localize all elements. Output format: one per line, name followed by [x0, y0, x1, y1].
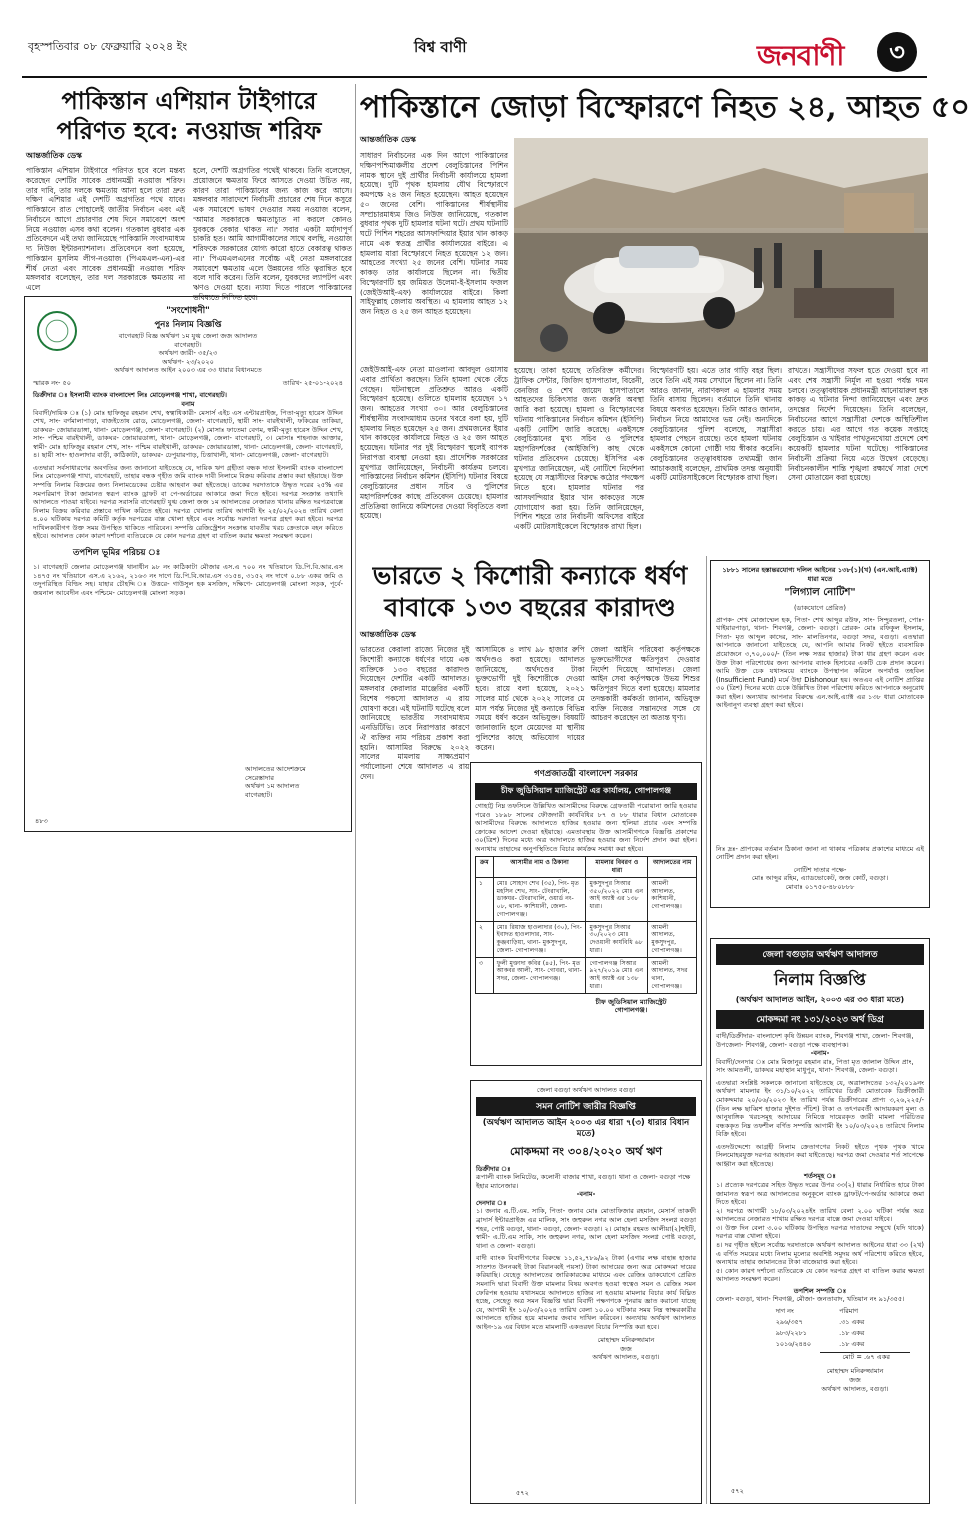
notice-signature: চীফ জুডিসিয়াল ম্যাজিস্ট্রেট গোপালগঞ্জ। — [595, 997, 667, 1015]
masthead-rule — [22, 76, 927, 78]
conditions-list — [716, 1181, 924, 1284]
story-body: সাধারণ নির্বাচনের এক দিন আগে পাকিস্তানের দক্ষিণপশ্চিমাঞ্চলীয় প্রদেশ বেলুচিস্তানের পিশিন নামক স্থানে দুই প্রার্থীর নির্বাচনী কার্যালয়ে হামলা হয়েছে। দুটি পৃথক হামলায় যৌথ বিস্ফোরণে কমপক্ষে ২৪ জন নিহত হয়েছেন। আহত হয়েছেন ৫০ জনের বেশি। পাকিস্তানের শীর্ষস্থানীয় সম্প্রচারমাধ্যম জিও নিউজ জানিয়েছে, গতকাল বুধবার পৃথক দুটি হামলার ঘটনা ঘটে। প্রথম ঘটনাটি ঘটে পিশিন শহরের আসফান্দিয়ার ইয়ার খান কাকড় নামে এক স্বতন্ত্র প্রার্থীর কার্যালয়ের বাইরে। এ হামলায় যারা বিস্ফোরণে নিহত হয়েছেন ১২ জন। আহতের সংখ্যা ২৫ জনের বেশি। ঘটনার সময় কাকড় তার কার্যালয়ে ছিলেন না। দ্বিতীয় বিস্ফোরণটি হয় জমিয়ত উলেমা-ই-ইসলাম ফজল (জেইউআই-এফ) কার্যালয়ের বাইরে। কিলা সাইফুল্লাহ জেলায় অবস্থিত। এ হামলায় আহত ১২ জন নিহত ও ২৫ জন আহত হয়েছেন। — [360, 151, 508, 317]
table-row — [762, 1328, 879, 1339]
notice-signature: মোহাম্মদ মনিরুজ্জামান জজ অর্থঋণ আদালত, বগুড়া। — [821, 1367, 889, 1393]
case-number: মোকদ্দমা নং ৩০৪/২০২০ অর্থ ঋণ — [510, 1144, 662, 1158]
blast-photo — [514, 138, 928, 362]
list-item: ২। দরপত্র আগামী ১৮/০৩/২০২৪ইং তারিখ বেলা ২.০০ ঘটিকা পর্যন্ত অত্র আদালতের নেজারত শাখায় রক্ষিত দরপত্র বাক্সে জমা দেওয়া যাইবে। — [716, 1206, 924, 1224]
page-date: বৃহস্পতিবার ০৮ ফেব্রুয়ারি ২০২৪ ইং — [28, 40, 188, 53]
versus-label: বনাম — [181, 399, 195, 408]
story-body: ভারতের কেরালা রাজ্যে নিজের দুই কিশোরী কন্যাকে ধর্ষণের দায়ে এক ব্যক্তিকে ১৩৩ বছরের কারাদণ্ড দিয়েছেন দেশটির একটি আদালত। মঙ্গলবার কেরালার মাঞ্জেরির একটি বিশেষ পকসো আদালত এ রায় ঘোষণা করে। এই ঘটনাটি ঘটেছে বলে জানিয়েছে ভারতীয় সংবাদমাধ্যম এনডিটিভি। তবে নিরাপত্তার কারণে ঐ ব্যক্তির নাম পরিচয় প্রকাশ করা হয়নি। আসামির বিরুদ্ধে ২০২২ সালের মামলায় সাক্ষ্যপ্রমাণ পর্যালোচনা শেষে আদালত এ রায় দেন। — [360, 645, 470, 781]
table-row — [476, 877, 697, 921]
table-header: আদালতের নাম — [648, 857, 697, 878]
notice-body: গোহাট্ট নিম্ন তফসিলে উল্লিখিত আসামীদের বিরুদ্ধে গ্রেফতারী পরোয়ানা জারি হওয়ার পরেও ১৮৯৮ সালের ফৌজদারী কার্যবিধির ৮৭ ও ৮৮ ধারার বিধান মোতাবেক আসামীদের বিরুদ্ধে আদালতে হাজির হওয়ার জন্য হুলিয়া প্রচার এবং সম্পত্তি ক্রোকের আদেশ দেওয়া হইয়াছে। এমতাবস্থায় উক্ত আসামীগণকে বিজ্ঞপ্তি প্রকাশের ৩০(ত্রিশ) দিনের মধ্যে অত্র আদালতে হাজির হওয়ার জন্য নির্দেশ প্রদান করা হইল। অন্যথায় তাহাদের অনুপস্থিতিতে বিচার কার্যক্রম সমাধা করা হইবে। — [475, 802, 697, 853]
case-number: অর্থঋণ- ২৩/২০২০ — [162, 357, 214, 366]
office-bar: চীফ জুডিসিয়াল ম্যাজিস্ট্রেট এর কার্যালয়, গোপালগঞ্জ — [475, 783, 697, 800]
notice-signature: আদালতের আদেশক্রমে সেরেস্তাদার অর্থঋণ ১ম আদালত বাগেরহাট। — [245, 765, 306, 799]
blast-photo-scene — [514, 138, 928, 362]
headline-tiger-2: পরিণত হবে: নওয়াজ শরিফ — [56, 116, 322, 145]
govt-title: গণপ্রজাতন্ত্রী বাংলাদেশ সরকার — [534, 769, 638, 779]
notice-code: ৫৭২ — [516, 1489, 529, 1497]
notice-code: ৪৮৩ — [35, 817, 48, 825]
law-reference: (অর্থঋণ আদালত আইন ২০০৩ এর ধারা ৭(৩) ধারার বিধান মতে) — [482, 1117, 690, 1139]
brand-name: জনবাণী — [757, 39, 844, 72]
table-cell: ১০১৬/২৪৪০ — [775, 1339, 812, 1348]
table-cell: .১৮ একর — [839, 1328, 865, 1337]
table-row — [476, 921, 697, 957]
notice-signature: মোহাম্মদ মনিরুজ্জামান জজ অর্থঋণ আদালত, বগুড়া। — [592, 1336, 660, 1362]
table-cell: ২৯৬/৩৫৭ — [775, 1317, 803, 1326]
table-header-row — [762, 1306, 879, 1317]
table-cell: ৯৮৩/২২৮১ — [775, 1328, 807, 1337]
schedule-body: ১। বাগেরহাট জেলার মোড়েলগঞ্জ থানাধীন ৯৮ নং কাঠিকাটা মৌজার এস.এ ৭০০ নং খতিয়ানে ডি.পি.বি.আর.এস ১৪৭৫ নং খতিয়ানে এস.এ ২১৬২, ২১৬৩ নং দাগে ডি.পি.বি.আর.এস ৩১৫৪, ৩১৫২ নং দাগে ০.৮৮ একর জমি ও তদুপরিস্থিত বিল্ডিং সহ। যাহার চৌহদ্দি ঃ উত্তরে- গাউসুল হক মসজিদ, দক্ষিণে- মোড়েলগঞ্জ মোংলা সড়ক, পূর্বে- জয়নাল আবেদীন এবং পশ্চিমে- মোড়েলগঞ্জ মোংলা সড়ক। — [33, 562, 343, 597]
story-body: হয়েছে। তাকা হয়েছে ততিরিক্ত কর্মীদের। ট্রাফিক সেন্টার, জিজিদ হাসপাতাল, বিরেনী, বেনজির ও শেখ জায়েদ হাসপাতালে আহতদের চিকিৎসার জন্য জরুরি অবস্থা জারি করা হয়েছে। হামলা ও বিস্ফোরণের ঘটনায় পাকিস্তানের নির্বাচন কমিশন (ইসিপি) একটি নোটিশ জারি করেছে। একইসঙ্গে বেলুচিস্তানের মুখ্য সচিব ও পুলিশের মহাপরিদর্শকের (আইজিপি) কাছ থেকে ঘটনার প্রতিবেদন চেয়েছে। ইসিপির এক মুখপাত্র জানিয়েছেন, এই নোটিশে নির্দেশনা হয়েছে যে সন্ত্রাসীদের বিরুদ্ধে কঠোর পদক্ষেপ নিতে হবে। হামলার ঘটনার পর আসফান্দিয়ার ইয়ার খান কাকড়ের সঙ্গে যোগাযোগ করা হয়। তিনি জানিয়েছেন, পিশিন শহরে তার নির্বাচনী অফিসের বাইরে একটি মোটরসাইকেলে বিস্ফোরক রাখা ছিল। — [514, 366, 644, 532]
memo-date: তারিখ- ২৫-০১-২০২৪ — [282, 378, 343, 387]
legal-notice-footer: নিঃ দ্রঃ- প্রাপকের বর্তমান ঠিকানা জানা না থাকায় পত্রিকায় প্রকাশের মাধ্যমে এই নোটিশ প্রদান করা হইল। — [716, 844, 924, 862]
schedule-table — [762, 1306, 879, 1350]
table-cell: মোঃ সোহাগ শেখ (৩৫), পিং- মৃত মহসিন শেখ, সাং- টেংরাখালি, ডাকঘর- টেংরাখালি, ওয়ার্ড নং- ০৮, থানা- কাশিয়ানী, জেলা- গোপালগঞ্জ। — [493, 877, 586, 921]
notice-body: এতদউদ্দেশ্যে আগ্রহী নিলাম ক্রেতাগণের নিকট হইতে পৃথক পৃথক খামে সিলমোহরযুক্ত দরপত্র আহবান করা যাইতেছে। দরপত্র জমা দেওয়ার শর্ত সাপেক্ষে আহ্বান করা হইতেছে। — [716, 1142, 924, 1168]
notice-body: বাদী ব্যাংক বিবাদীগণের বিরুদ্ধে ১১,৫২,৭৮৯/৯২ টাকা (এগার লক্ষ বাহান্ন হাজার সাতশত উননব্বই টাকা বিরানব্বই পয়সা) টাকা আদায়ের জন্য অত্র মোকদ্দমা দায়ের করিয়াছি। যেহেতু আদালতের জারিকারকের মাধ্যমে এবং রেজিঃ ডাকযোগে প্রেরিত সমনাদি দ্বারা বিবাদী উক্ত মামলার বিষয় অবগত হওয়া স্বত্বেও সমন ও রেজিঃ সমন ফেরিপন্ন হওয়ায় যথাসময়ে আদালতে হাজির না হওয়ায় মামলার বিচার কার্য বিঘ্নিত হচ্ছে, সেহেতু অত্র সমন বিজ্ঞপ্তি দ্বারা বিবাদী পক্ষগণকে পুনরায় জ্ঞাত করানো যাচ্ছে যে, আগামী ইং ১০/০৩/২০২৪ তারিখ বেলা ১০.০০ ঘটিকার সময় নিম্ন স্বাক্ষরকারীর আদালতে হাজির হয়ে মামলার জবাব দাখিল করিবেন। অন্যথায় অর্থঋণ আদালত আইন-১৯ এর বিধান মতে মামলাটি একতরফা বিচার নিস্পত্তি করা হবে। — [476, 1254, 696, 1331]
decree-holder: ডিক্রীদার ঃ ইসলামী ব্যাংক বাংলাদেশ লিঃ মোড়েলগঞ্জ শাখা, বাগেরহাট। — [33, 391, 227, 400]
defendants: বিবাদী/দায়িক ঃ (১) মোঃ হাফিজুর রহমান শেখ, স্বত্বাধিকারী- মেসার্স এইচ এস এন্টারপ্রাইজ, পিতা-মৃত্যু হারেস উদ্দিন শেখ, সাং- বর্ণমালাপাড়া, বাজইতোষ রোড, মোড়েলগঞ্জ, জেলা- বাগেরহাট, স্থায়ী সাং- বারইখালী, ফকিরের তাকিয়া, ডাকঘর- জোয়ারডাঙ্গা, থানা- মোড়েলগঞ্জ, জেলা- বাগেরহাট। (২) মোসাঃ ফাতেমা বেগম, স্বামী-মৃত্যু হারেস উদ্দিন শেখ, সাং- পশ্চিম বারইখালী, ডাকঘর- জোয়ারডাঙ্গা, থানা- মোড়েলগঞ্জ, জেলা- বাগেরহাট, ৩। মোসাঃ শাহনাজ আক্তার, স্বামী- মোঃ হাফিজুর রহমান শেখ, সাং- পশ্চিম বারইখালী, ডাকঘর- জোয়ারডাঙ্গা, থানা- মোড়েলগঞ্জ, জেলা- বাগেরহাট, ৪। ছায়ী সাং- হাওলাদার বাড়ী, কাঠিকাটা, ডাকঘর- ঢেপুয়ারপাড়, চিত্তাখালী, থানা- মোড়েলগঞ্জ, জেলা- বাগেরহাট। — [33, 408, 343, 460]
list-item: ৩। উক্ত দিন বেলা ৩.০০ ঘটিকায় উপস্থিত দরপত্র দাতাদের সম্মুখে (যদি থাকে) দরপত্র বাক্স খোলা হইবে। — [716, 1223, 924, 1241]
notice-subtitle: পুনঃ নিলাম বিজ্ঞপ্তি — [154, 320, 222, 330]
notice-code: ৫৭২ — [731, 1487, 744, 1495]
schedule-total: মোট = .৬৭ একর — [820, 1352, 910, 1362]
table-header-row — [476, 857, 697, 878]
table-cell: আমলী আদালত, সদর থানা, গোপালগঞ্জ। — [648, 957, 697, 993]
page-number-badge: ৩ — [877, 32, 917, 72]
story-body: রাখতে। সন্ত্রাসীদের সফল হতে দেওয়া হবে না এবং শেষ সন্ত্রাসী নির্মূল না হওয়া পর্যন্ত দমন চলবে। তত্ত্বাবধায়ক প্রধানমন্ত্রী আনোয়ারুল হক কাকড় এ ঘটনার নিন্দা জানিয়েছেন এবং দ্রুত তদন্তের নির্দেশ দিয়েছেন। তিনি বলেছেন, নির্বাচনের আগে সন্ত্রাসীরা দেশকে অস্থিতিশীল করতে চায়। এর আগে গত কয়েক সপ্তাহে বেলুচিস্তান ও খাইবার পাখতুনখোয়া প্রদেশে বেশ কয়েকটি হামলার ঘটনা ঘটেছে। পাকিস্তানের নির্বাচনী প্রক্রিয়া নিয়ে এতে উদ্বেগ বেড়েছে। নির্বাচনকালীন শান্তি শৃঙ্খলা রক্ষার্থে সারা দেশে সেনা মোতায়েন করা হয়েছে। — [788, 366, 928, 483]
column-divider — [706, 556, 707, 1504]
summons-title-bar: সমন নোটিশ জারীর বিজ্ঞপ্তি — [476, 1097, 696, 1116]
notice-title: "সংশোধনী" — [166, 306, 210, 316]
plaintiff: বাদী/ডিক্রীদার- বাংলাদেশ কৃষি উন্নয়ন ব্যাংক, শিবগঞ্জ শাখা, জেলা- শিবগঞ্জ, উপজেলা- শিবগঞ্জ, জেলা- বগুড়া পক্ষে ব্যবস্থাপক। — [716, 1032, 914, 1049]
court-seal-icon — [37, 311, 77, 351]
table-cell: গোপালগঞ্জ সিআর ৯২৭/২০১৯ মোঃ এন আই অ্যাক্ট এর ১৩৮ ধারা। — [586, 957, 648, 993]
table-cell: মুকসুদপুর সিআর ৩০/২০২৩ মোঃ দেওয়ানী কার্যবিধি ৬৮ ধারা। — [586, 921, 648, 957]
table-cell: মুকসুদপুর সিআর ৩৫০/২০২২ মোঃ এন আই অ্যাক্ট এর ১৩৮ ধারা। — [586, 877, 648, 921]
headline-india-1: ভারতে ২ কিশোরী কন্যাকে ধর্ষণ — [372, 561, 688, 590]
plaintiff: রূপালী ব্যাংক লিমিটেড, কলোনী বাজার শাখা, বগুড়া। থানা ও জেলা- বগুড়া পক্ষে ইহার ম্যানেজার। — [476, 1173, 691, 1190]
table-cell: ২ — [476, 921, 494, 957]
table-header: ক্রম — [476, 857, 494, 878]
conditions-title: শর্তসমূহ ঃ — [804, 1172, 836, 1181]
table-header: আসামীর নাম ও ঠিকানা — [493, 857, 586, 878]
legal-notice-law: ১৮৮১ সালের হস্তান্তরযোগ্য দলিল আইনের ১৩৮(১)(খ) (এন.আই.এ্যাক্ট) ধারা মতে — [722, 566, 918, 583]
case-number: অর্থঋণ জারী- ৩৫/২৩ — [158, 349, 218, 358]
table-header: মামলার বিবরণ ও ধারা — [586, 857, 648, 878]
brand-logo — [757, 32, 925, 72]
table-row — [762, 1339, 879, 1350]
desk-label: আন্তর্জাতিক ডেস্ক — [360, 135, 416, 144]
versus-label: -বনাম- — [576, 1190, 596, 1199]
column-divider — [355, 84, 356, 1504]
table-cell: ৩ — [476, 957, 494, 993]
table-cell: আমলী আদালত, মুকসুদপুর, গোপালগঞ্জ। — [648, 921, 697, 957]
court-name: বাগেরহাট বিজ্ঞ অর্থঋণ ১ম যুগ্ম জেলা জজ আদালত — [118, 332, 258, 340]
schedule-line: জেলা- বগুড়া, থানা- শিবগঞ্জ, মৌজা- জনতাবাদ, খতিয়ান নং ৯১/৩৫৫। — [716, 1295, 905, 1304]
case-number: মোকদ্দমা নং ১৩১/২০২৩ অর্থ ডিগ্র — [716, 1010, 924, 1029]
table-header: পরিমাণ — [839, 1306, 859, 1315]
court-bar: জেলা বগুড়ার অর্থঋণ আদালত — [716, 944, 924, 965]
table-cell: ১ — [476, 877, 494, 921]
table-cell: .১৮ একর — [839, 1339, 865, 1348]
list-item: ৫। কোন কারণ দর্শানো ব্যতিরেকে যে কোন দরপত্র গ্রহণ বা বাতিল করার ক্ষমতা আদালত সংরক্ষণ করেন। — [716, 1266, 924, 1284]
desk-label: আন্তর্জাতিক ডেস্ক — [360, 630, 416, 639]
story-body: পাকিস্তান এশিয়ান টাইগারে পরিণত হবে বলে মন্তব্য করেছেন দেশটির সাবেক প্রধানমন্ত্রী নওয়াজ শরিফ। তার দাবি, তার দলকে ক্ষমতায় আনা হলে তারা দ্রুত দক্ষিণ এশিয়ার এই দেশটি অগ্রগতির পথে যাবে। পাকিস্তানে রাত পোহালেই জাতীয় নির্বাচন এবং এই নির্বাচনে আগে প্রচারণার শেষ দিনে সমাবেশে অংশ নিয়ে নওয়াজ এসব কথা বলেন। গতকাল বুধবার এক প্রতিবেদনে এই তথ্য জানিয়েছে পাকিস্তানি সংবাদমাধ্যম দ্য নিউজ ইন্টারন্যাশনাল। প্রতিবেদনে বলা হয়েছে, পাকিস্তান মুসলিম লীগ-নওয়াজ (পিএমএল-এন)-এর শীর্ষ নেতা এবং সাবেক প্রধানমন্ত্রী নওয়াজ শরিফ মঙ্গলবার বলেছেন, তার দল সরকারকে ক্ষমতায় না এলে — [26, 166, 185, 293]
table-header: দাগ নং — [775, 1306, 794, 1315]
page-section: বিশ্ব বাণী — [414, 38, 467, 56]
schedule-title: তপশিল ভূমির পরিচয় ঃ — [73, 547, 161, 558]
plaintiff-label: ডিক্রীদার ঃ — [476, 1164, 511, 1173]
legal-notice-title: "লিগ্যাল নোটিশ" — [784, 587, 856, 599]
story-body: হলে, দেশটি অগ্রগতির পথেই থাকবে। তিনি বলেছেন, প্রয়োজনে ক্ষমতায় ফিরে আসতে দেওয়া উচিত নয়, কারণ তারা পাকিস্তানের জন্য কাজ করে আসে। মঙ্গলবার সারাদেশে নির্বাচনী প্রচারের শেষ দিনে কসুরে এক সমাবেশে ভাষণ দেওয়ার সময় নওয়াজ বলেন, 'আমার সরকারকে ক্ষমতাচ্যুত না করলে কোনও যুবককে বেকার থাকত না।' সবার একটা মর্যাদাপূর্ণ চাকরি হত। আমি আগামীকালের সাথে বলছি, নওয়াজ শরিফকে সরকারের যোগ্য কারো হাতে বেকারত্ব থাকত না।' পিএমএলএনের সর্বোচ্চ এই নেতা মঙ্গলবারের সমাবেশে ক্ষমতায় এলে উন্নয়নের গতি ত্বরান্বিত হবে বলে দাবি করেন। তিনি বলেন, যুবকদের ল্যাপটপ এবং ঋণও দেওয়া হবে। ন্যায্য দিতে পারলে পাকিস্তানের ভবিষ্যতে নিশ্চিত হবে। — [193, 166, 352, 302]
notice-auction-bagerhat — [24, 296, 352, 832]
table-cell: আমলী আদালত, কাশিয়ানী, গোপালগঞ্জ। — [648, 877, 697, 921]
law-reference: অর্থঋণ আদালত আইন ২০০৩ এর ৩৩ ধারার বিধানমতে — [114, 366, 262, 375]
notice-body: এতদ্বারা সর্বসাধারণের অবগতির জন্য জানানো যাইতেছে যে, দায়িক ঋণ গ্রহীতা বন্ধক দাতা ইসলামী ব্যাংক বাংলাদেশ লিঃ মোড়েলগঞ্জ শাখা, বাগেরহাট, তাহার বন্ধক গৃহীত জমি ব্যাংক দাবী নিলামে বিক্রয় করিবার প্রস্তাব করা হইয়াছে। উক্ত সম্পত্তি নিলাম বিক্রয়ের জন্য নিলামডেকের চেষ্টার আহবান করা হইতেছে। ডাকের দরদাতাকে উদ্ধৃত দরের ২৫% এর সমপরিমাণ টাকা জামানত স্বরূপ ব্যাংক ড্রাফট বা পে-অর্ডারের আকারে জমা দিতে হইবে। দরপত্র সংক্রান্ত তথ্যাদি আদালতে পাওয়া যাইবে। দরপত্র সরাসরি বাগেরহাট যুগ্ম জেলা জজ ১ম আদালতের নেজারত খানায় রক্ষিত দরপত্রবাক্সে নিলাম বিক্রয় করিবার প্রস্তাবে দাখিল করিতে হইবে। দরপত্র খোলার তারিখ আগামী ইং ২৫/০২/২০২৪ তারিখ বেলা ৪.০০ ঘটিকায় দরপত্র কমিটি কর্তৃক দরপত্রের বাক্স খোলা হইবে এবং সর্বোচ্চ দরদাতা দরপত্র গ্রহণ করা হইবে। দরপত্র দাখিলকারীগণ উক্ত সময় উপস্থিত থাকিতে পারিবেন। সম্পত্তি রেজিস্ট্রেশন সংক্রান্ত যাবতীয় খরচ ক্রেতাকে বহন করিতে হইবে। আদালত কোন কারণ দর্শানো ব্যতিরেকে যে কোন দরপত্র গ্রহণ বা বাতিল করার ক্ষমতা সংরক্ষণ করেন। — [33, 463, 343, 541]
masthead — [22, 32, 927, 84]
list-item: ৪। দর গৃহীত হইলে সর্বোচ্চ দরদাতাকে অর্থঋণ আদালত আইনের ধারা ৩৩ (২খ) এ বর্ণিত সময়ের মধ্যে নিলাম মূল্যের অবশিষ্ট সমুদয় অর্থ পরিশোধ করিতে হইবে, অন্যথায় তাহার জামানতের টাকা বাজেয়াপ্ত করা হইবে। — [716, 1240, 924, 1267]
defendants: বিবাদী/দেনদার ঃ মোঃ মিজানুর রহমান রাঃ, পিতা মৃত জালাল উদ্দিন প্রাং, সাং আমতলী, ডাকঘর মহাস্থান মাধুপুর, থানা- শিবগঞ্জ, জেলা- বগুড়া। — [716, 1057, 914, 1075]
defendants: ১। জনাব এ.টি.এম. সাকি, পিতা- জনাব মোঃ মোতাফিজার রহমান, মেসার্স তাকফী ব্রাদার্স ইন্টারপ্রাইজ এর মালিক, সাং জহুরুল নগর আল হেলা মসজিদ সংলগ্ন বগুড়া শহর, পোষ্ট বগুড়া, থানা- বগুড়া, জেলা- বগুড়া। ২। মোছাঃ রহমত আলীয়া(২)হুইটি, স্বামী- এ.টি.এম সাকি, সাং জহুরুল নগর, আল হেলা মসজিদ সংলগ্ন পোষ্ট বগুড়া, থানা ও জেলা- বগুড়া। — [476, 1207, 696, 1250]
list-item: ১। প্রত্যেক দরপত্রের সহিত উদ্ধৃত দরের উপর ৩৩(২) ধারার নির্ধারিত হারে টাকা জামানত স্বরূপ অত্র আদালতের অনুকূলে ব্যাংক ড্রাফট/পে-অর্ডার আকারে জমা দিতে হইবে। — [716, 1181, 924, 1207]
law-reference: (অর্থঋণ আদালত আইন, ২০০৩ এর ৩৩ ধারা মতে) — [735, 995, 905, 1004]
notice-body: প্রাপক- শেখ মোজাম্মেল হক, পিতা- শেখ আব্দুর রউফ, সাং- সিন্দুরতলা, পোঃ- খাইয়ারপাড়া, থানা- শিবগঞ্জ, জেলা- বগুড়া। প্রেরক- মোঃ রফিকুল ইসলাম, পিতা- মৃত আব্দুল কাদের, সাং- মালতিনগর, বগুড়া সদর, বগুড়া। এতদ্বারা আপনাকে জানানো যাইতেছে যে, আপনি আমার নিকট হইতে ব্যবসায়িক প্রয়োজনে ৩,৭০,০০০/- (তিন লক্ষ সত্তর হাজার) টাকা ধার গ্রহণ করেন এবং উক্ত টাকা পরিশোধের জন্য আপনার ব্যাংক হিসাবের একটি চেক প্রদান করেন। আমি উক্ত চেক যথাসময়ে ব্যাংকে উপস্থাপন করিলে অপর্যাপ্ত তহবিল (Insufficient Fund) মর্মে উহা Dishonour হয়। অতএব এই নোটিশ প্রাপ্তির ৩০ (ত্রিশ) দিনের মধ্যে চেকে উল্লিখিত টাকা পরিশোধ করিতে আপনাকে অনুরোধ করা হইল। অন্যথায় আপনার বিরুদ্ধে এন.আই.এ্যাক্ট এর ১৩৮ ধারা মোতাবেক আইনানুগ ব্যবস্থা গ্রহণ করা হইবে। — [716, 615, 924, 710]
story-body: আসামিকে ৪ লাখ ৯৮ হাজার রুপি অর্থদণ্ডও করা হয়েছে। আদালত জানিয়েছে, অর্থদণ্ডের টাকা ভুক্তভোগী দুই কিশোরীকে দেওয়া হবে। রায়ে বলা হয়েছে, ২০২১ সালের মার্চ থেকে ২০২২ সালের মে মাস পর্যন্ত নিজের দুই কন্যাকে বিভিন্ন সময়ে ধর্ষণ করেন অভিযুক্ত। বিষয়টি জানাজানি হলে মেয়েদের মা স্থানীয় পুলিশের কাছে অভিযোগ দায়ের করেন। — [475, 645, 585, 752]
notice-bogura-summons — [470, 1080, 702, 1504]
table-cell: মোঃ রিয়াজ হাওলাদার (৩০), পিং- ইবাদত হাওলাদার, সাং- কুঞ্জবাড়িয়া, থানা- মুকসুদপুর, জেলা- গোপালগঞ্জ। — [493, 921, 586, 957]
notice-signature: নোটিশ দাতার পক্ষে- মোঃ আব্দুর রহিম, এ্যাডভোকেট, জজ কোর্ট, বগুড়া। মোবাঃ ০১৭৫০-৪৮০৮৮৮ — [751, 865, 889, 891]
versus-label: -বনাম- — [810, 1049, 830, 1058]
defendant-label: দেনদার ঃ — [476, 1198, 507, 1207]
court-place: বাগেরহাট। — [174, 340, 202, 349]
legal-notice-subtitle: (ডাকযোগে প্রেরিত) — [793, 604, 846, 613]
story-body: বিস্ফোরণটি হয়। এতে তার গাড়ি বহর ছিল। তবে তিনি এই সময় সেখানে ছিলেন না। তিনি আরও জানান, নারাণকদল এ হামলার সময় তিনি বাসায় ছিলেন। বর্তমানে তিনি থানায় বিষয়ে অবগত হয়েছেন। তিনি আরও জানান, নির্বাচন নিয়ে আমাদের ভয় নেই। অন্যদিকে বেলুচিস্তানের পুলিশ বলেছে, সন্ত্রাসীরা হামলার পেছনে রয়েছে। তবে হামলা ঘটনায় একইসঙ্গে কোনো গোষ্ঠী দায় স্বীকার করেনি। বেলুচিস্তানের তত্ত্বাবধায়ক তথ্যমন্ত্রী জান আচাকজাই বলেছেন, প্রাথমিক তদন্ত অনুযায়ী একটি মোটরসাইকেলে বিস্ফোরক রাখা ছিল। — [650, 366, 782, 483]
table-cell: ফুলী মুক্তাদা কবির (৪৫), পিং- মৃত আকবর আলী, সাং- গোবরা, থানা- সদর, জেলা- গোপালগঞ্জ। — [493, 957, 586, 993]
table-row — [762, 1317, 879, 1328]
nilam-title: নিলাম বিজ্ঞপ্তি — [774, 970, 866, 989]
notice-gopalganj — [470, 762, 702, 1066]
notice-legal — [710, 560, 930, 908]
schedule-title: তপশিল সম্পত্তি ঃ — [793, 1286, 847, 1295]
headline-tiger-1: পাকিস্তান এশিয়ান টাইগারে — [61, 86, 317, 115]
table-row — [476, 957, 697, 993]
story-body: জেলা আইনি পরিষেবা কর্তৃপক্ষকে ভুক্তভোগীদের ক্ষতিপূরণ দেওয়ার নির্দেশ দিয়েছে আদালত। জেলা আইন সেবা কর্তৃপক্ষকে উভয় শিশুর ক্ষতিপূরণ দিতে বলা হয়েছে। মামলার তদন্তকারী কর্মকর্তা জানান, অভিযুক্ত ব্যক্তি নিজের সন্তানদের সঙ্গে যে আচরণ করেছেন তা অত্যন্ত ঘৃণ্য। — [590, 645, 700, 723]
desk-label: আন্তর্জাতিক ডেস্ক — [26, 151, 82, 160]
court-name: জেলা বগুড়া অর্থঋণ আদালত বগুড়া — [536, 1086, 636, 1094]
accused-table — [475, 856, 697, 993]
table-cell: .৩১ একর — [839, 1317, 865, 1326]
headline-india-2: বাবাকে ১৩৩ বছরের কারাদণ্ড — [384, 593, 676, 622]
memo-number: স্মারক নং- ৫০ — [33, 378, 72, 387]
headline-blast: পাকিস্তানে জোড়া বিস্ফোরণে নিহত ২৪, আহত ৫০ — [360, 90, 970, 125]
story-pakistan-tiger — [26, 86, 352, 302]
story-blast — [360, 134, 508, 554]
notice-nilam — [710, 938, 930, 1504]
story-body: জেইউআই-এফ নেতা মাওলানা আবদুল ওয়াসায় এবার প্রার্থিতা করছেন। তিনি হামলা থেকে বেঁচে গেছেন। ঘটনাস্থলে প্রতিশ্রুত আরও একটি বিস্ফোরণ হয়েছে। গুলিতে হামলায় হয়েছেন ১৭ জন। আহতের সংখ্যা ৩০। আর বেলুচিস্তানের শীর্ষস্থানীয় সংবাদমাধ্যম ডনের খবরে বলা হয়, দুটি হামলায় নিহত হয়েছেন ২৫ জন। প্রথমজনের ইয়ার খান কাকড়ের কার্যালয়ে নিহত ও ২৫ জন আহত হয়েছেন। ঘটনার পর দুই বিস্ফোরণ স্থলেই ব্যাপক নিরাপত্তা ব্যবস্থা নেওয়া হয়। প্রাদেশিক সরকারের মুখপাত্র জানিয়েছেন, নির্বাচনী কার্যক্রম চলবে। পাকিস্তানের নির্বাচন কমিশন (ইসিপি) ঘটনার বিষয়ে বেলুচিস্তানের প্রধান সচিব ও পুলিশের মহাপরিদর্শকের কাছে প্রতিবেদন চেয়েছে। হামলার প্রতিক্রিয়া জানিয়ে কমিশনের দেওয়া বিবৃতিতে বলা হয়েছে। — [360, 365, 508, 521]
notice-body: এতদ্বারা সংশ্লিষ্ট সকলকে জানানো যাইতেছে যে, অত্রালাদতের ১৩২/২০১৯নং অর্থঋণ মামলার ইং ৩১/১০/২০২২ তারিখের ডিক্রী মোতাবেক ডিক্রীজারী মোকদ্দমার ২০/০৬/২০২৩ ইং তারিখ পর্যন্ত ডিক্রীদারের প্রাপ্য ৩,২৬,২২৫/- (তিন লক্ষ ছাব্বিশ হাজার দুইশত পঁচিশ) টাকা ও তৎপরবর্তী আদায়করণ মূল্য ও আনুষাঙ্গিক খরচসমূহ আদায়ের নিমিত্তে দায়েরকৃত জারী মামলা পরিচিতর বন্ধককৃত নিম্ন তফশীল বর্ণিত সম্পত্তি আগামী ইং ১০/০৩/২০২৪ তারিখে নিলাম বিক্রি হইবে। — [716, 1078, 924, 1139]
